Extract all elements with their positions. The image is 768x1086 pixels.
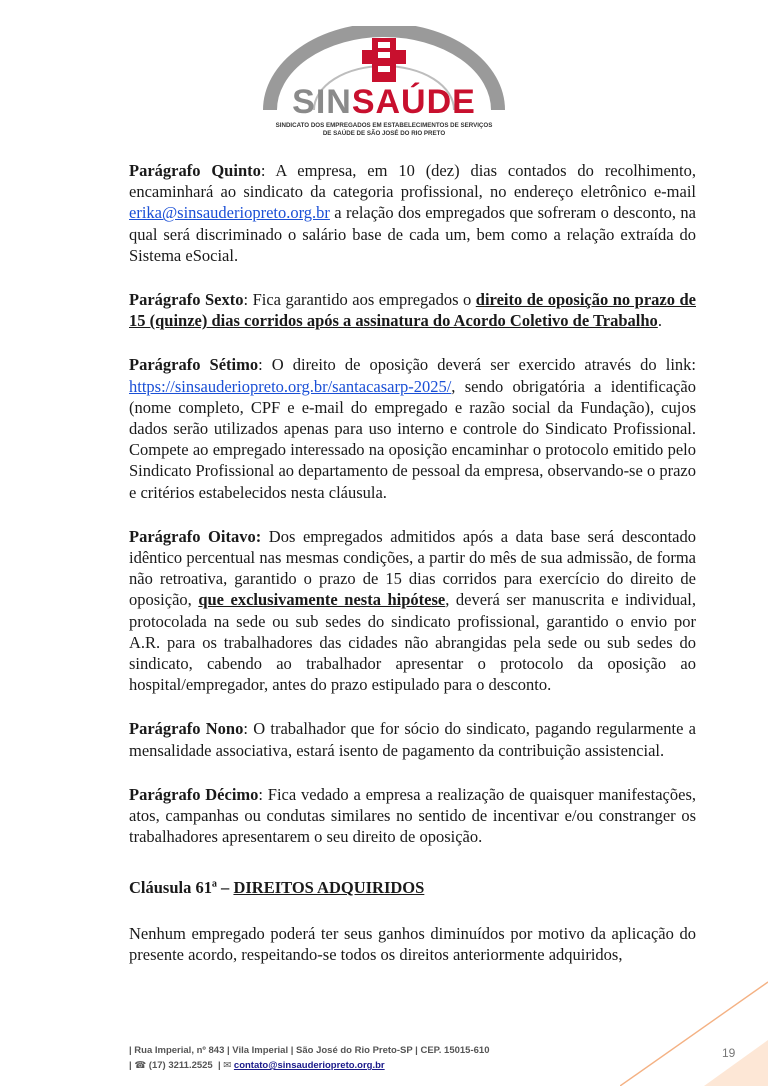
paragraph-label: Parágrafo Sétimo: [129, 355, 259, 375]
paragraph-quinto: [129, 160, 696, 266]
logo-tagline-line1: SINDICATO DOS EMPREGADOS EM ESTABELECIMENTOS DE SERVIÇOS: [275, 122, 493, 129]
paragraph-label: Parágrafo Décimo: [129, 784, 259, 804]
paragraph-text: a relação dos empregados que sofreram o desconto, na qual será discriminado o salário base de cada um, bem como a relação extraída do Sistema eSocial.: [129, 203, 696, 265]
footer-address: | Rua Imperial, nº 843 | Vila Imperial | São José do Rio Preto-SP | CEP. 15015-610: [129, 1045, 490, 1056]
paragraph-text: : Fica garantido aos empregados o: [243, 290, 476, 310]
logo-tagline: [262, 122, 506, 138]
paragraph-sexto: [129, 289, 696, 331]
paragraph-label: Parágrafo Oitavo:: [129, 526, 262, 546]
paragraph-text: : A empresa, em 10 (dez) dias contados do recolhimento, encaminhará ao sindicato da categoria profissional, no endereço eletrônico e-mail: [129, 161, 696, 202]
logo-word-saude: SAÚDE: [351, 83, 476, 121]
paragraph-setimo: [129, 354, 696, 502]
footer-phone: (17) 3211.2525: [148, 1060, 213, 1071]
logo-wordmark: [262, 84, 506, 120]
paragraph-label: Parágrafo Nono: [129, 719, 244, 739]
paragraph-text: , sendo obrigatória a identificação (nome completo, CPF e e-mail do empregado e razão social da Fundação), cujos dados serão utilizados apenas para uso interno e controle do Sindicato Profissional. Compete ao empregado interessado na oposição encaminhar o protocolo emitido pelo Sindicato Profissional ao departamento de pessoal da empresa, observando-se o prazo e critérios estabelecidos nesta cláusula.: [129, 376, 696, 502]
union-logo: [262, 26, 506, 138]
paragraph-text: : Fica vedado a empresa a realização de quaisquer manifestações, atos, campanhas ou condutas similares no sentido de incentivar e/ou constranger os trabalhadores apresentarem o seu direito de oposição.: [129, 784, 696, 847]
phone-icon: ☎: [134, 1060, 147, 1071]
paragraph-decimo: [129, 784, 696, 848]
email-link-erika[interactable]: erika@sinsauderiopreto.org.br: [129, 203, 330, 223]
paragraph-label: Parágrafo Quinto: [129, 161, 261, 180]
clause-body: Nenhum empregado poderá ter seus ganhos diminuídos por motivo da aplicação do presente acordo, respeitando-se todos os direitos anteriormente adquiridos,: [129, 923, 696, 964]
logo-tagline-line2: DE SAÚDE DE SÃO JOSÉ DO RIO PRETO: [322, 130, 446, 137]
mail-icon: ✉: [223, 1060, 232, 1071]
paragraph-text: : O trabalhador que for sócio do sindicato, pagando regularmente a mensalidade associativa, estará isento de pagamento da contribuição assistencial.: [129, 719, 696, 760]
page-footer: [129, 1043, 649, 1073]
paragraph-emphasis: que exclusivamente nesta hipótese: [198, 590, 446, 610]
paragraph-text: .: [657, 311, 662, 331]
paragraph-text: : O direito de oposição deverá ser exercido através do link:: [258, 355, 696, 375]
paragraph-nono: [129, 718, 696, 760]
opposition-form-link[interactable]: https://sinsauderiopreto.org.br/santacasarp-2025/: [129, 376, 452, 396]
paragraph-oitavo: [129, 526, 696, 696]
paragraph-label: Parágrafo Sexto: [129, 290, 244, 310]
clause-number: Cláusula 61ª –: [129, 878, 234, 898]
logo-word-sin: SIN: [292, 83, 352, 121]
paragraph-emphasis: direito de oposição no prazo de 15 (quinze) dias corridos após a assinatura do Acordo Coletivo de Trabalho: [129, 290, 696, 331]
paragraph-text: , deverá ser manuscrita e individual, protocolada na sede ou sub sedes do sindicato profissional, garantido o envio por A.R. para os trabalhadores das cidades não abrangidas pela sede ou sub sedes do sindicato, cabendo ao trabalhador apresentar o protocolo da oposição ao hospital/empregador, antes do prazo estipulado para o desconto.: [129, 590, 697, 695]
page-number: 19: [722, 1046, 736, 1060]
footer-contact: | ☎ (17) 3211.2525 | ✉ contato@sinsauderiopreto.org.br: [129, 1060, 385, 1071]
clause-heading: [129, 877, 696, 898]
document-body: [129, 160, 696, 988]
corner-decoration: [620, 960, 768, 1086]
footer-email-link[interactable]: contato@sinsauderiopreto.org.br: [233, 1060, 385, 1071]
paragraph-text: Dos empregados admitidos após a data base será descontado idêntico percentual nas mesmas condições, a partir do mês de sua admissão, de forma não retroativa, garantido o prazo de 15 dias corridos para exercício do direito de oposição,: [129, 526, 696, 610]
clause-title: DIREITOS ADQUIRIDOS: [233, 878, 425, 898]
